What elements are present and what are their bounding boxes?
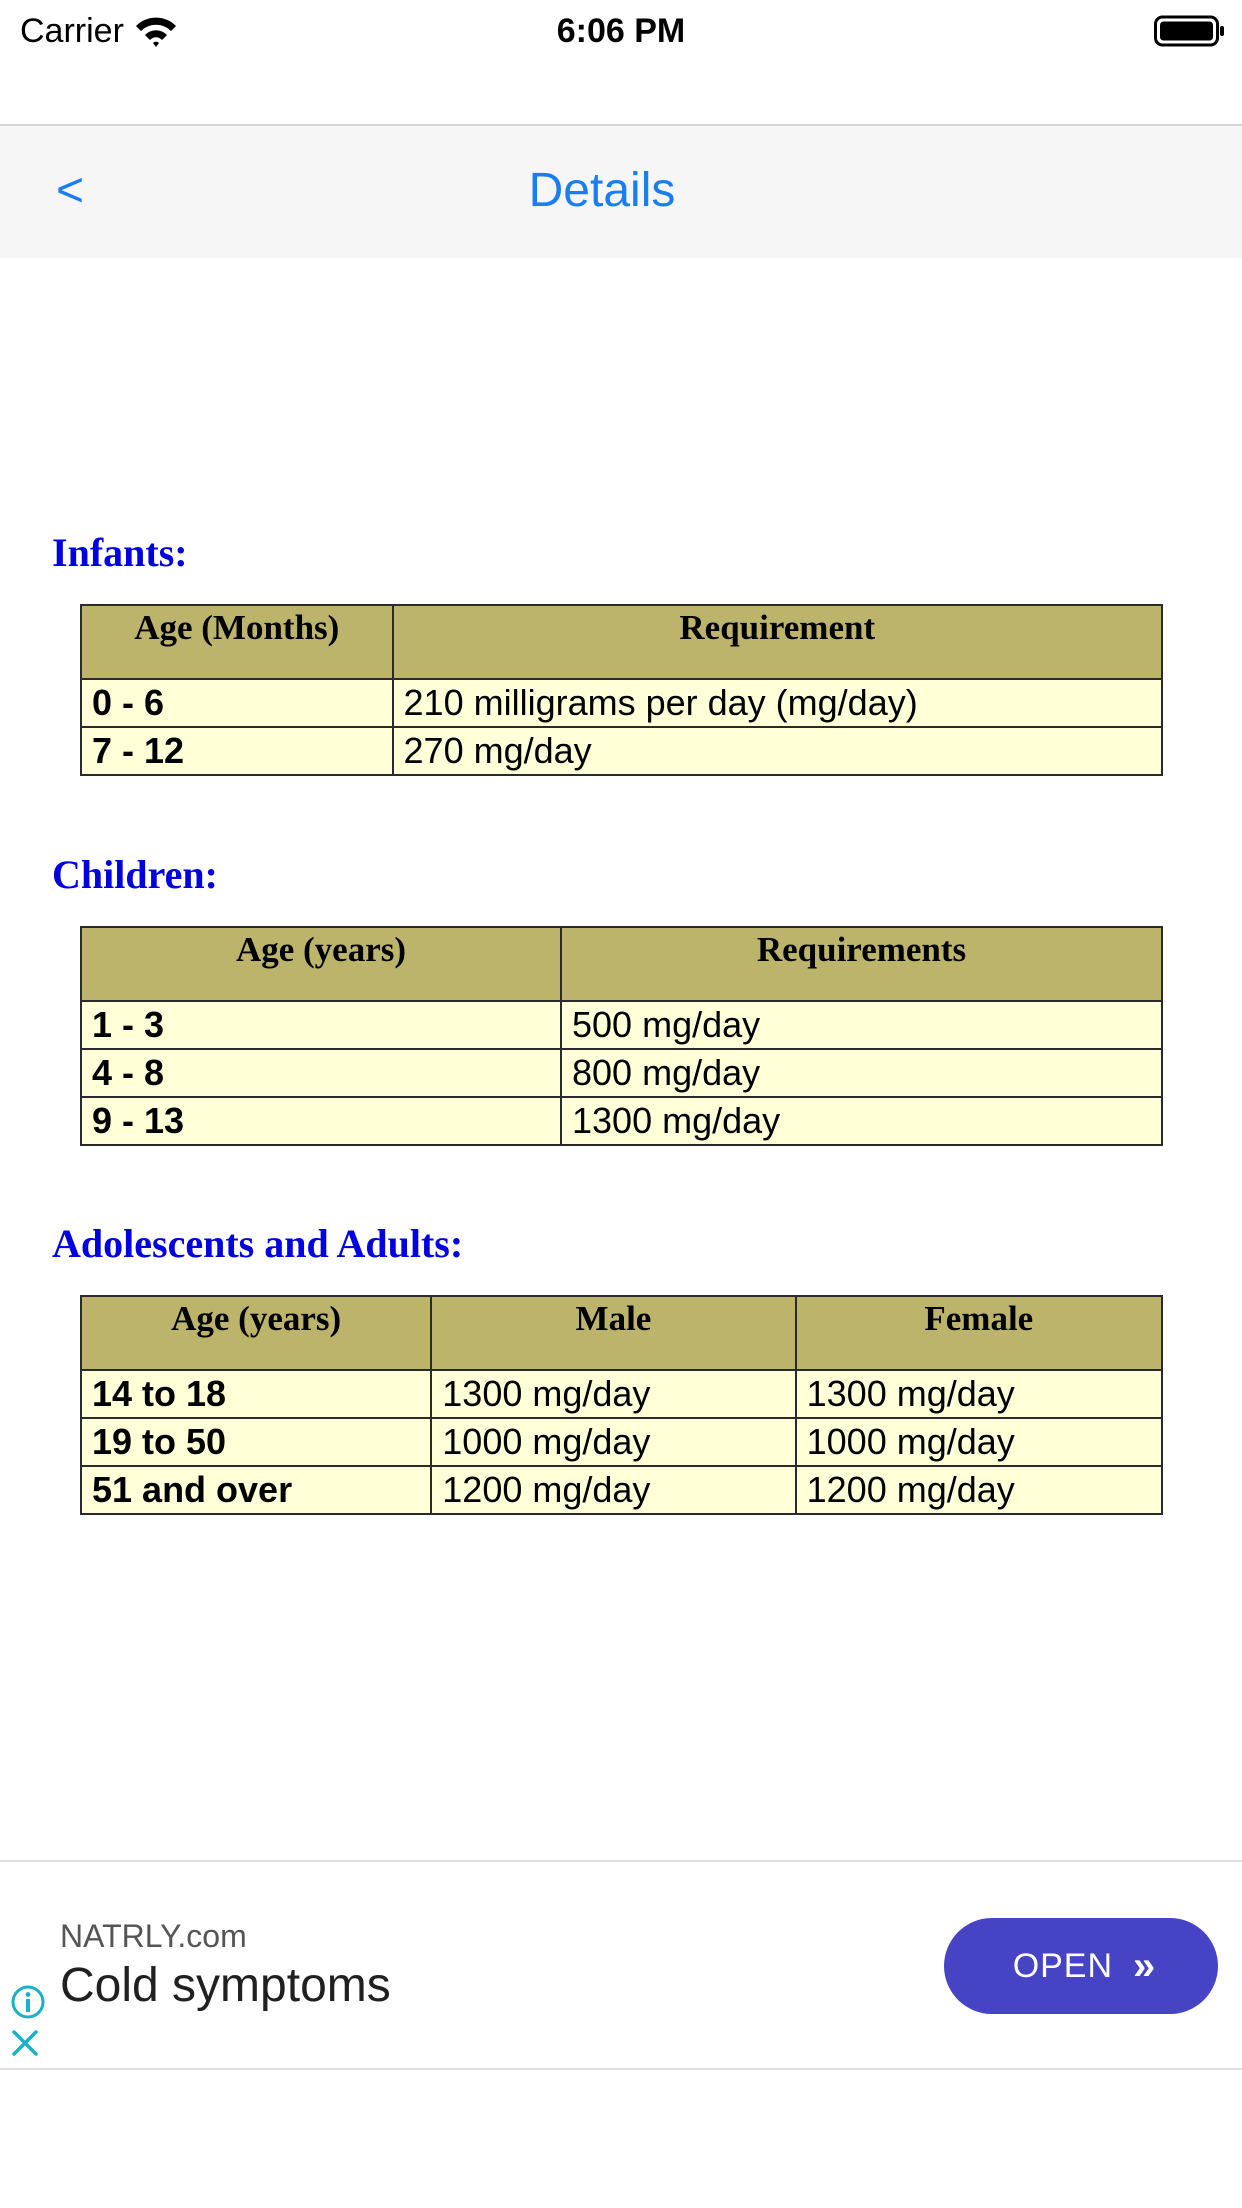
ad-open-label: OPEN bbox=[1012, 1946, 1114, 1985]
age-cell: 19 to 50 bbox=[81, 1418, 431, 1466]
table-header-row bbox=[81, 927, 1162, 1001]
column-header: Age (years) bbox=[81, 927, 561, 1001]
column-header: Age (years) bbox=[81, 1296, 431, 1370]
table-row bbox=[81, 1097, 1162, 1145]
column-header: Female bbox=[796, 1296, 1162, 1370]
female-requirement-cell: 1000 mg/day bbox=[796, 1418, 1162, 1466]
back-button[interactable]: < bbox=[56, 164, 85, 217]
infants-table bbox=[80, 604, 1163, 776]
table-row bbox=[81, 1370, 1162, 1418]
children-table bbox=[80, 926, 1163, 1146]
battery-icon bbox=[1154, 14, 1226, 48]
section-title-infants: Infants: bbox=[52, 530, 188, 575]
male-requirement-cell: 1000 mg/day bbox=[431, 1418, 795, 1466]
column-header: Requirement bbox=[393, 605, 1162, 679]
table-row bbox=[81, 727, 1162, 775]
table-row bbox=[81, 1466, 1162, 1514]
age-cell: 4 - 8 bbox=[81, 1049, 561, 1097]
requirement-cell: 500 mg/day bbox=[561, 1001, 1162, 1049]
ad-headline: Cold symptoms bbox=[60, 1959, 391, 2012]
female-requirement-cell: 1200 mg/day bbox=[796, 1466, 1162, 1514]
table-row bbox=[81, 1049, 1162, 1097]
age-cell: 7 - 12 bbox=[81, 727, 393, 775]
female-requirement-cell: 1300 mg/day bbox=[796, 1370, 1162, 1418]
requirement-cell: 210 milligrams per day (mg/day) bbox=[393, 679, 1162, 727]
table-header-row bbox=[81, 1296, 1162, 1370]
requirement-cell: 270 mg/day bbox=[393, 727, 1162, 775]
requirement-cell: 1300 mg/day bbox=[561, 1097, 1162, 1145]
status-bar bbox=[0, 0, 1242, 62]
section-title-adults: Adolescents and Adults: bbox=[52, 1221, 464, 1266]
age-cell: 0 - 6 bbox=[81, 679, 393, 727]
navigation-bar bbox=[0, 124, 1242, 258]
ad-domain: NATRLY.com bbox=[60, 1918, 247, 1954]
ad-open-button[interactable] bbox=[944, 1918, 1218, 2014]
table-row bbox=[81, 679, 1162, 727]
chevron-double-right-icon: » bbox=[1133, 1943, 1150, 1988]
age-cell: 9 - 13 bbox=[81, 1097, 561, 1145]
male-requirement-cell: 1200 mg/day bbox=[431, 1466, 795, 1514]
table-header-row bbox=[81, 605, 1162, 679]
requirement-cell: 800 mg/day bbox=[561, 1049, 1162, 1097]
close-icon[interactable] bbox=[10, 2028, 40, 2058]
info-icon[interactable] bbox=[10, 1984, 46, 2020]
carrier-label: Carrier bbox=[20, 11, 124, 50]
column-header: Requirements bbox=[561, 927, 1162, 1001]
column-header: Age (Months) bbox=[81, 605, 393, 679]
table-row bbox=[81, 1418, 1162, 1466]
age-cell: 51 and over bbox=[81, 1466, 431, 1514]
age-cell: 1 - 3 bbox=[81, 1001, 561, 1049]
ad-banner[interactable] bbox=[0, 1860, 1242, 2070]
adults-table bbox=[80, 1295, 1163, 1515]
status-time: 6:06 PM bbox=[556, 12, 686, 50]
male-requirement-cell: 1300 mg/day bbox=[431, 1370, 795, 1418]
age-cell: 14 to 18 bbox=[81, 1370, 431, 1418]
column-header: Male bbox=[431, 1296, 795, 1370]
table-row bbox=[81, 1001, 1162, 1049]
section-title-children: Children: bbox=[52, 852, 218, 897]
page-title: Details bbox=[528, 164, 676, 217]
